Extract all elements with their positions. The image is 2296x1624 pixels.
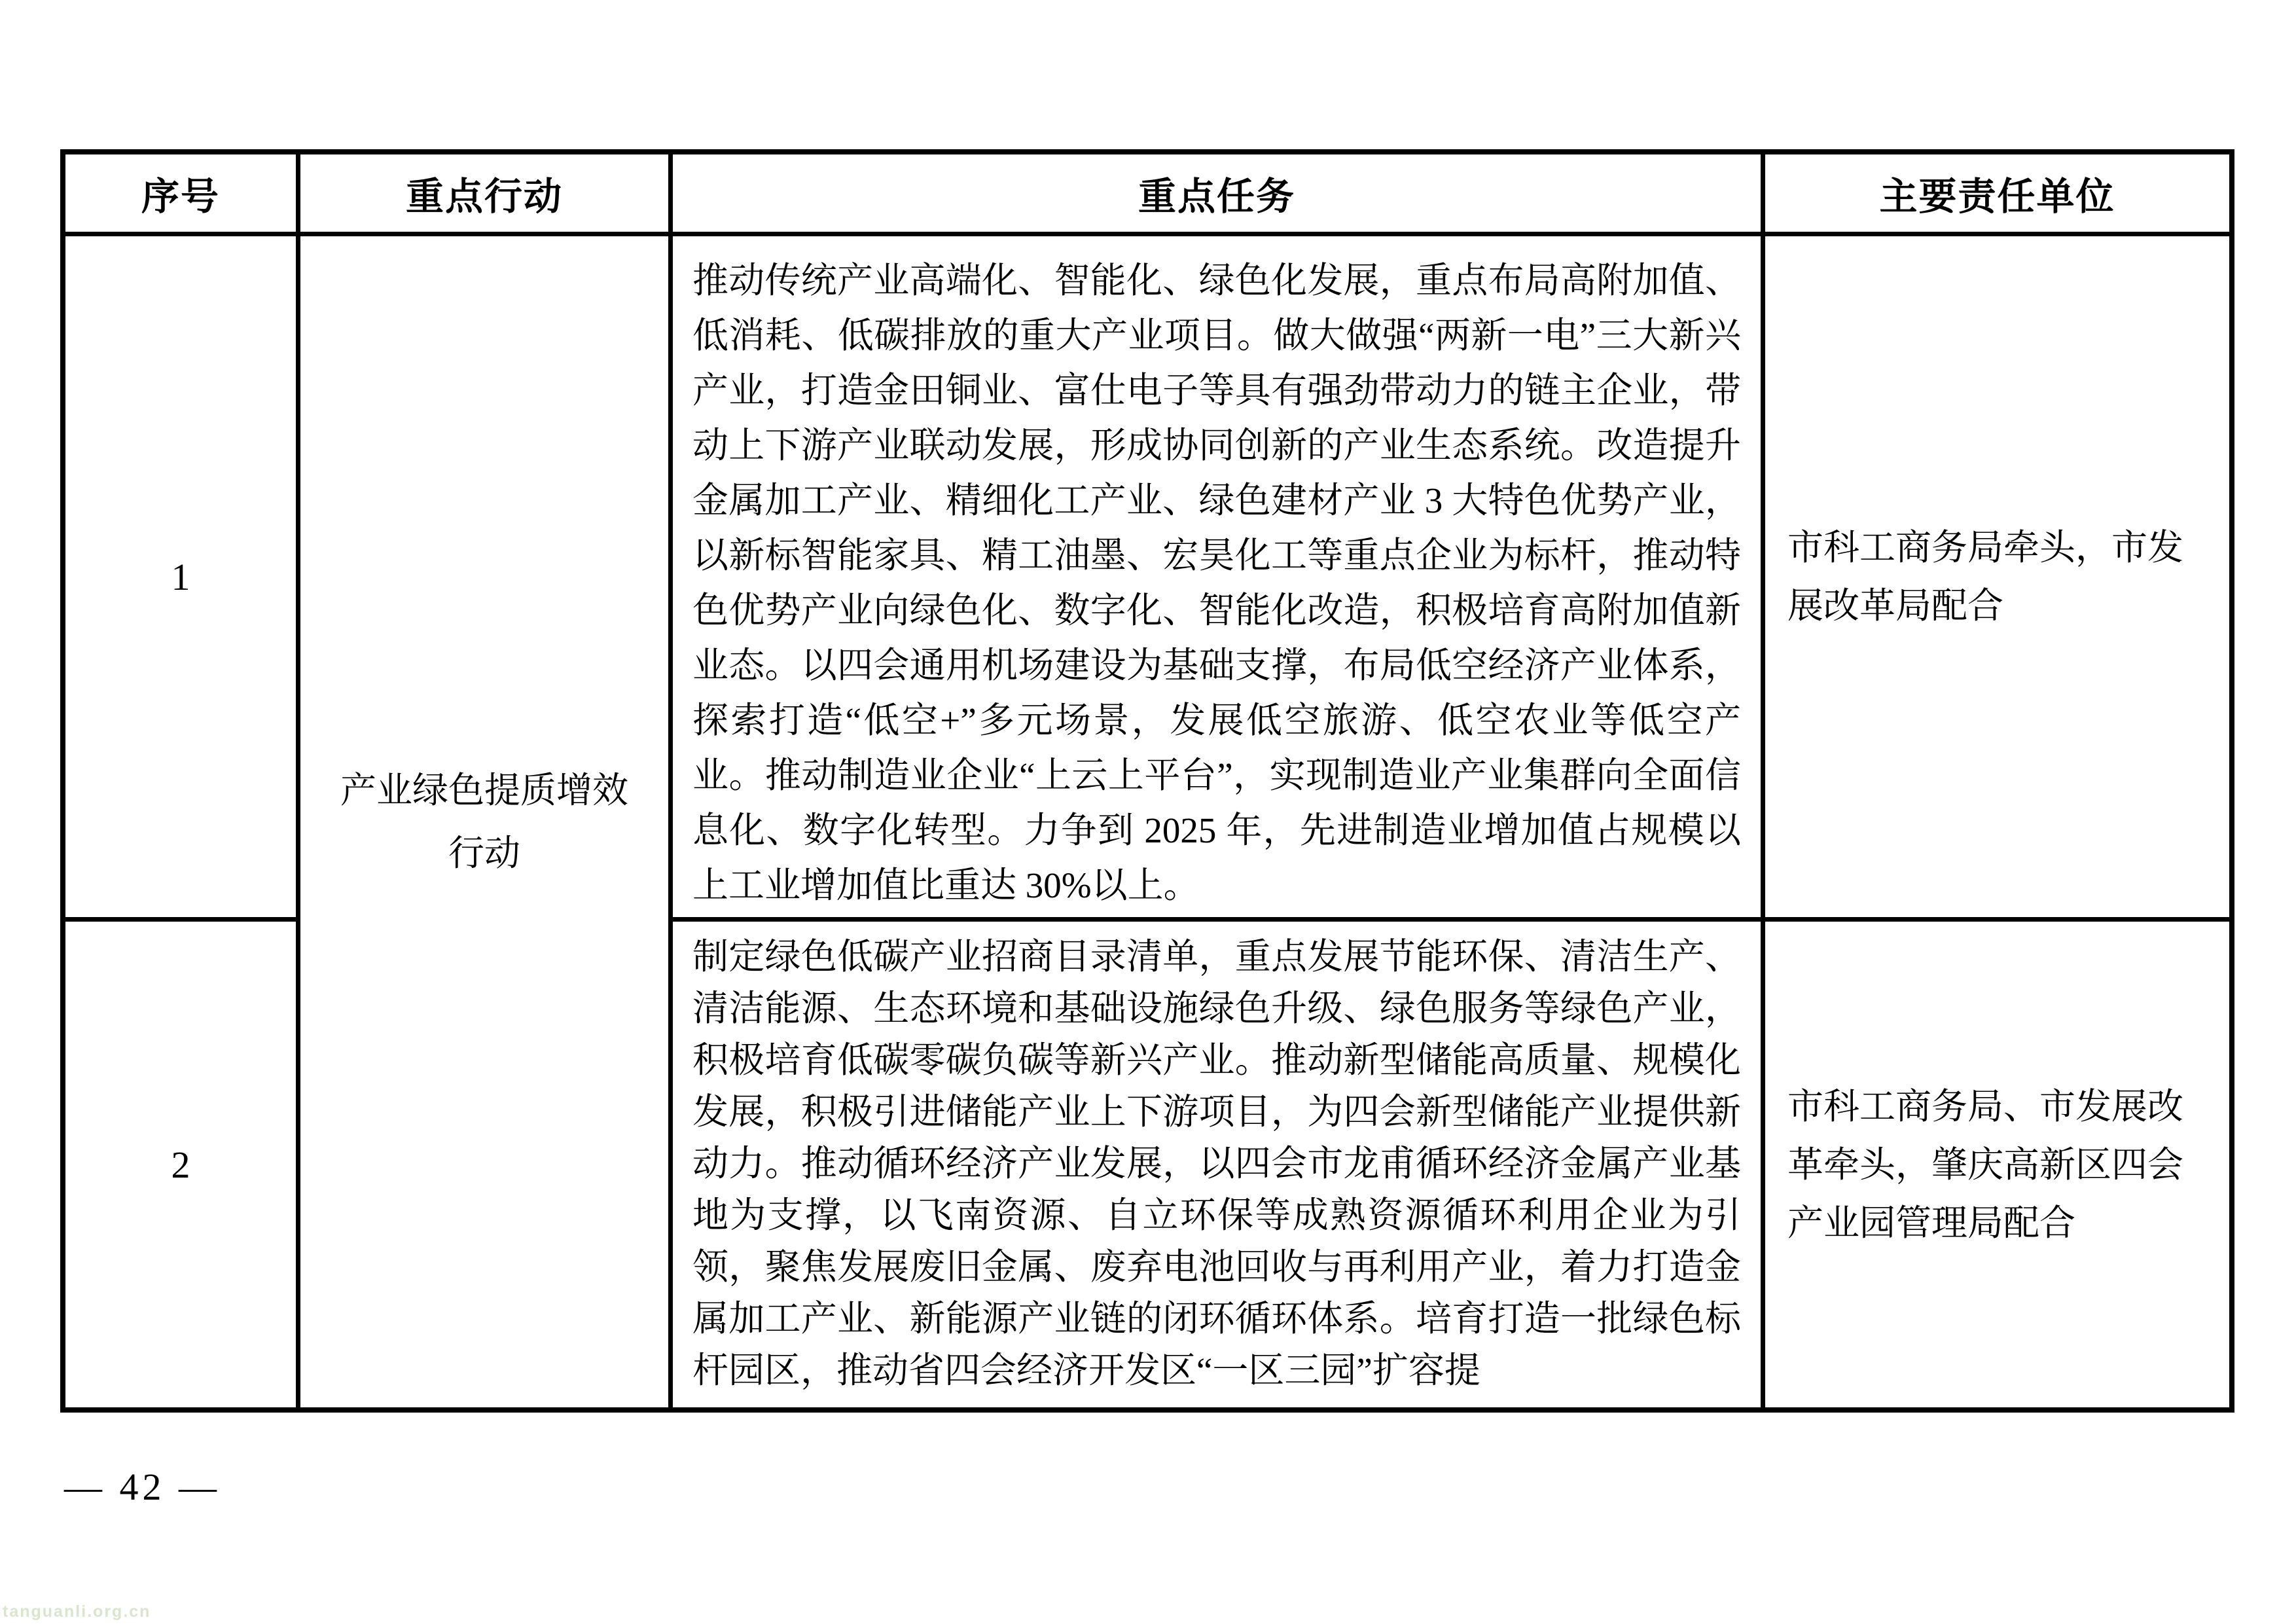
row1-unit-cell: 市科工商务局牵头，市发展改革局配合 [1765, 236, 2229, 917]
row1-serial-number: 1 [65, 236, 296, 917]
header-serial-number: 序号 [65, 154, 296, 232]
header-key-task: 重点任务 [673, 154, 1761, 232]
watermark-text: tanguanli.org.cn [3, 1602, 151, 1621]
row2-serial-number: 2 [65, 922, 296, 1407]
key-actions-table [60, 149, 2234, 1413]
page-number: — 42 — [64, 1466, 221, 1508]
header-key-action: 重点行动 [300, 154, 668, 232]
row1-task-cell: 推动传统产业高端化、智能化、绿色化发展，重点布局高附加值、低消耗、低碳排放的重大产业项目。做大做强“两新一电”三大新兴产业，打造金田铜业、富仕电子等具有强劲带动力的链主企业，带动上下游产业联动发展，形成协同创新的产业生态系统。改造提升金属加工产业、精细化工产业、绿色建材产业 3 大特色优势产业，以新标智能家具、精工油墨、宏昊化工等重点企业为标杆，推动特色优势产业向绿色化、数字化、智能化改造，积极培育高附加值新业态。以四会通用机场建设为基础支撑，布局低空经济产业体系，探索打造“低空+”多元场景，发展低空旅游、低空农业等低空产业。推动制造业企业“上云上平台”，实现制造业产业集群向全面信息化、数字化转型。力争到 2025 年，先进制造业增加值占规模以上工业增加值比重达 30%以上。 [673, 236, 1761, 917]
row2-unit-cell: 市科工商务局、市发展改革牵头，肇庆高新区四会产业园管理局配合 [1765, 922, 2229, 1407]
row2-task-cell: 制定绿色低碳产业招商目录清单，重点发展节能环保、清洁生产、清洁能源、生态环境和基础设施绿色升级、绿色服务等绿色产业，积极培育低碳零碳负碳等新兴产业。推动新型储能高质量、规模化发展，积极引进储能产业上下游项目，为四会新型储能产业提供新动力。推动循环经济产业发展，以四会市龙甫循环经济金属产业基地为支撑，以飞南资源、自立环保等成熟资源循环利用企业为引领，聚焦发展废旧金属、废弃电池回收与再利用产业，着力打造金属加工产业、新能源产业链的闭环循环体系。培育打造一批绿色标杆园区，推动省四会经济开发区“一区三园”扩容提 [673, 922, 1761, 1407]
action-merged-cell: 产业绿色提质增效行动 [300, 236, 668, 1407]
header-responsible-unit: 主要责任单位 [1765, 154, 2229, 232]
